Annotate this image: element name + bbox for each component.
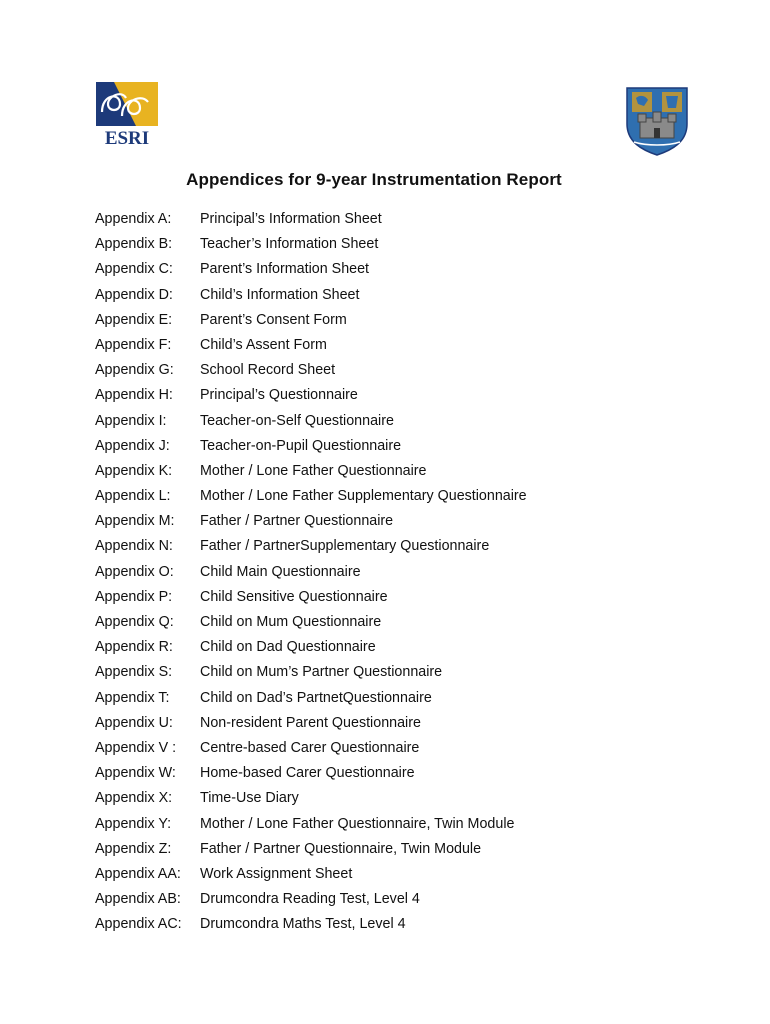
appendix-row bbox=[95, 635, 655, 660]
appendix-row bbox=[95, 409, 655, 434]
appendix-title: Teacher-on-Pupil Questionnaire bbox=[200, 437, 402, 454]
appendix-title: Non-resident Parent Questionnaire bbox=[200, 714, 421, 731]
appendix-row bbox=[95, 736, 655, 761]
appendix-row bbox=[95, 257, 655, 282]
appendix-code: Appendix K: bbox=[95, 462, 173, 479]
appendix-row bbox=[95, 207, 655, 232]
appendix-code: Appendix S: bbox=[95, 664, 173, 681]
appendix-code: Appendix AC: bbox=[95, 916, 182, 933]
appendix-code: Appendix U: bbox=[95, 714, 173, 731]
appendix-title: Teacher-on-Self Questionnaire bbox=[200, 412, 394, 429]
appendix-code: Appendix AA: bbox=[95, 865, 181, 882]
appendix-row bbox=[95, 308, 655, 333]
appendix-row bbox=[95, 560, 655, 585]
appendix-code: Appendix AB: bbox=[95, 891, 181, 908]
appendix-title: Father / PartnerSupplementary Questionnaire bbox=[200, 538, 490, 555]
appendix-row bbox=[95, 434, 655, 459]
appendix-title: Child on Mum’s Partner Questionnaire bbox=[200, 664, 443, 681]
appendix-code: Appendix A: bbox=[95, 211, 172, 227]
appendix-title: Child Sensitive Questionnaire bbox=[200, 588, 388, 605]
appendix-row bbox=[95, 484, 655, 509]
appendix-row bbox=[95, 786, 655, 811]
appendix-title: Drumcondra Reading Test, Level 4 bbox=[200, 891, 420, 908]
appendix-row bbox=[95, 686, 655, 711]
appendix-title: School Record Sheet bbox=[200, 362, 336, 379]
appendix-code: Appendix G: bbox=[95, 362, 174, 379]
appendix-title: Mother / Lone Father Questionnaire, Twin Module bbox=[200, 815, 515, 832]
appendix-title: Child’s Assent Form bbox=[200, 336, 327, 353]
appendix-row bbox=[95, 761, 655, 786]
appendix-title: Parent’s Information Sheet bbox=[200, 261, 370, 278]
appendix-list bbox=[95, 207, 655, 937]
appendix-row bbox=[95, 660, 655, 685]
appendix-code: Appendix Y: bbox=[95, 815, 172, 832]
appendix-row bbox=[95, 812, 655, 837]
document-title: Appendices for 9-year Instrumentation Report bbox=[186, 170, 562, 189]
appendix-title: Mother / Lone Father Questionnaire bbox=[200, 462, 427, 479]
appendix-code: Appendix N: bbox=[95, 538, 173, 555]
appendix-code: Appendix L: bbox=[95, 488, 171, 505]
appendix-title: Child’s Information Sheet bbox=[200, 286, 360, 303]
appendix-code: Appendix M: bbox=[95, 513, 175, 530]
appendix-row bbox=[95, 912, 655, 937]
appendix-title: Father / Partner Questionnaire bbox=[200, 513, 394, 530]
appendix-code: Appendix V : bbox=[95, 739, 177, 756]
esri-logo-text: ESRI bbox=[104, 128, 150, 148]
appendix-title: Drumcondra Maths Test, Level 4 bbox=[200, 916, 406, 933]
appendix-title: Work Assignment Sheet bbox=[200, 865, 353, 882]
appendix-code: Appendix H: bbox=[95, 387, 173, 404]
appendix-code: Appendix J: bbox=[95, 437, 170, 454]
crest-logo bbox=[624, 86, 690, 156]
appendix-code: Appendix Q: bbox=[95, 614, 174, 630]
appendix-title: Principal’s Information Sheet bbox=[200, 211, 382, 227]
appendix-code: Appendix D: bbox=[95, 286, 173, 303]
appendix-title: Home-based Carer Questionnaire bbox=[200, 765, 415, 782]
appendix-title: Child on Mum Questionnaire bbox=[200, 614, 382, 630]
appendix-code: Appendix O: bbox=[95, 563, 174, 580]
appendix-code: Appendix E: bbox=[95, 311, 173, 328]
appendix-row bbox=[95, 862, 655, 887]
esri-logo bbox=[96, 82, 158, 148]
appendix-title: Mother / Lone Father Supplementary Questionnaire bbox=[200, 488, 527, 505]
appendix-title: Child on Dad Questionnaire bbox=[200, 639, 376, 656]
appendix-code: Appendix C: bbox=[95, 261, 173, 278]
appendix-code: Appendix Z: bbox=[95, 840, 172, 857]
appendix-row bbox=[95, 333, 655, 358]
appendix-code: Appendix F: bbox=[95, 336, 172, 353]
appendix-row bbox=[95, 887, 655, 912]
appendix-title: Teacher’s Information Sheet bbox=[200, 236, 379, 253]
appendix-row bbox=[95, 509, 655, 534]
appendix-code: Appendix I: bbox=[95, 412, 167, 429]
appendix-title: Parent’s Consent Form bbox=[200, 311, 347, 328]
appendix-row bbox=[95, 459, 655, 484]
appendix-code: Appendix B: bbox=[95, 236, 173, 253]
appendix-code: Appendix T: bbox=[95, 689, 170, 706]
appendix-title: Principal’s Questionnaire bbox=[200, 387, 358, 404]
appendix-code: Appendix R: bbox=[95, 639, 173, 656]
appendix-row bbox=[95, 534, 655, 559]
appendix-row bbox=[95, 283, 655, 308]
appendix-title: Centre-based Carer Questionnaire bbox=[200, 739, 420, 756]
appendix-title: Child Main Questionnaire bbox=[200, 563, 361, 580]
appendix-row bbox=[95, 711, 655, 736]
appendix-row bbox=[95, 610, 655, 635]
appendix-row bbox=[95, 232, 655, 257]
appendix-code: Appendix P: bbox=[95, 588, 173, 605]
appendix-row bbox=[95, 383, 655, 408]
appendix-title: Child on Dad’s PartnetQuestionnaire bbox=[200, 689, 432, 706]
appendix-row bbox=[95, 585, 655, 610]
appendix-title: Father / Partner Questionnaire, Twin Module bbox=[200, 840, 482, 857]
appendix-row bbox=[95, 358, 655, 383]
appendix-code: Appendix X: bbox=[95, 790, 173, 807]
appendix-code: Appendix W: bbox=[95, 765, 176, 782]
appendix-title: Time-Use Diary bbox=[200, 790, 299, 807]
appendix-row bbox=[95, 837, 655, 862]
